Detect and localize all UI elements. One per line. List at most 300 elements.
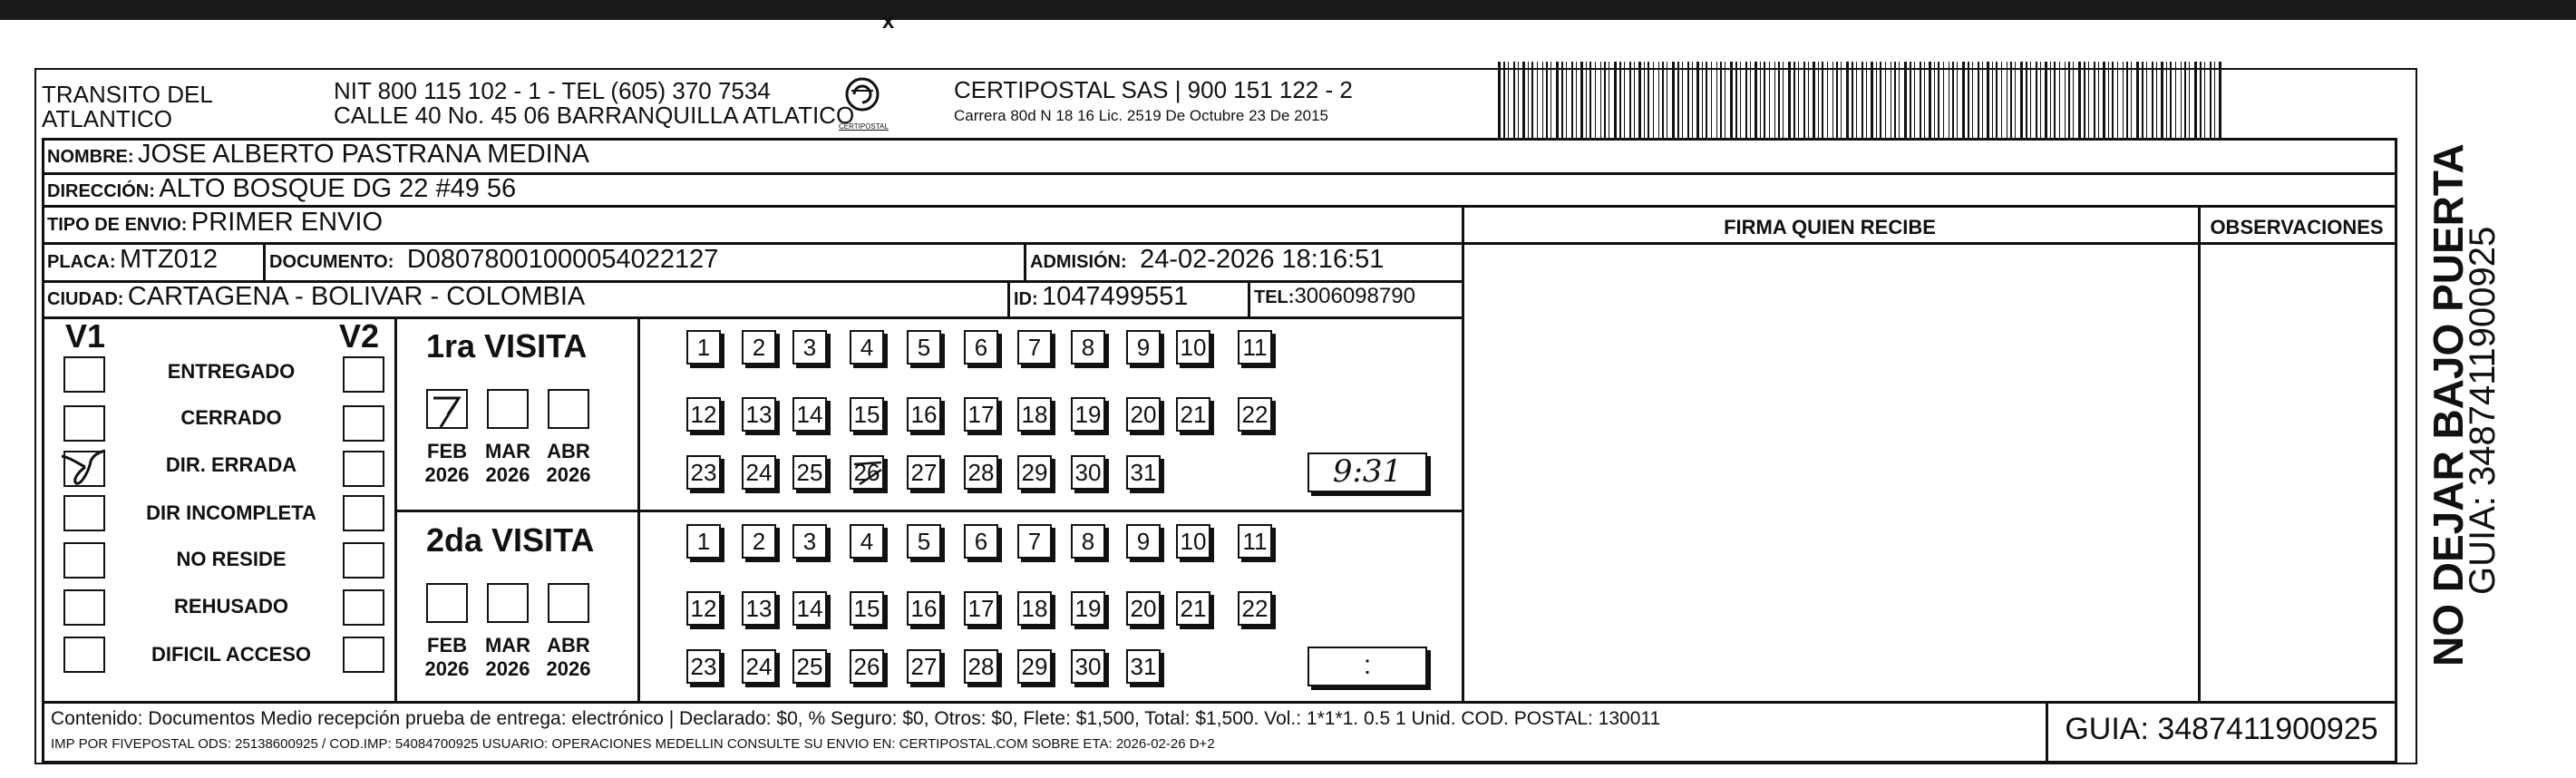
barcode-bar <box>1760 62 1761 138</box>
day-box[interactable]: 17 <box>964 591 998 626</box>
day-box[interactable]: 21 <box>1176 397 1210 432</box>
barcode-bar <box>1934 62 1935 138</box>
barcode-bar <box>2065 62 2066 138</box>
v1-checkbox[interactable] <box>63 451 105 487</box>
day-box[interactable]: 10 <box>1176 330 1210 365</box>
day-box[interactable]: 8 <box>1071 330 1105 365</box>
top-edge-line <box>0 0 2576 20</box>
day-box[interactable]: 9 <box>1126 524 1161 559</box>
day-box[interactable]: 28 <box>964 649 998 684</box>
sender-line-2: ATLANTICO <box>42 105 172 132</box>
carrier-name: CERTIPOSTAL SAS | 900 151 122 - 2 <box>954 76 1353 103</box>
day-box[interactable]: 23 <box>686 649 721 684</box>
observations-header: OBSERVACIONES <box>2210 216 2384 238</box>
day-box[interactable]: 4 <box>850 330 884 365</box>
barcode-bar <box>2026 62 2027 138</box>
day-box[interactable]: 16 <box>907 591 941 626</box>
plate-label: PLACA: <box>47 252 116 272</box>
barcode-bar <box>2131 62 2132 138</box>
day-box[interactable]: 12 <box>686 397 721 432</box>
day-box[interactable]: 23 <box>686 455 721 490</box>
day-box[interactable]: 22 <box>1238 397 1272 432</box>
day-box[interactable]: 16 <box>907 397 941 432</box>
send-type-value: PRIMER ENVIO <box>190 208 384 237</box>
day-box[interactable]: 6 <box>964 330 998 365</box>
barcode-bar <box>1910 62 1911 138</box>
barcode-bar <box>2088 62 2089 138</box>
barcode-bar <box>1774 62 1775 138</box>
day-box[interactable]: 5 <box>907 330 941 365</box>
day-box[interactable]: 22 <box>1238 591 1272 626</box>
barcode-bar <box>2036 62 2037 138</box>
v2-checkbox[interactable] <box>343 637 384 673</box>
day-box[interactable]: 11 <box>1238 330 1272 365</box>
day-box[interactable]: 29 <box>1017 455 1052 490</box>
barcode-bar <box>1531 62 1533 138</box>
day-box[interactable]: 5 <box>907 524 941 559</box>
barcode-bar <box>1862 62 1863 138</box>
month-name: ABR <box>547 440 590 462</box>
barcode-bar <box>1972 62 1973 138</box>
tel-field <box>1254 284 1415 309</box>
day-box[interactable]: 1 <box>686 330 721 365</box>
rule-id-left <box>1007 280 1010 316</box>
barcode-bar <box>2136 62 2139 138</box>
barcode-bar <box>2059 62 2060 138</box>
day-box[interactable]: 14 <box>792 397 827 432</box>
barcode-bar <box>1658 62 1659 138</box>
barcode-bar <box>1696 62 1699 138</box>
footer-guia: GUIA: 3487411900925 <box>2065 712 2378 746</box>
barcode-bar <box>1672 62 1675 138</box>
city-value: CARTAGENA - BOLIVAR - COLOMBIA <box>127 282 586 311</box>
barcode-bar <box>1542 62 1543 138</box>
barcode-bar <box>2001 62 2002 138</box>
barcode-bar <box>2166 62 2167 138</box>
barcode-bar <box>1885 62 1886 138</box>
barcode-bar <box>2010 62 2012 138</box>
barcode-bar <box>1586 62 1587 138</box>
day-box[interactable]: 21 <box>1176 591 1210 626</box>
v1-header: V1 <box>65 317 106 355</box>
barcode-bar <box>1513 62 1515 138</box>
day-box[interactable]: 3 <box>792 330 827 365</box>
small-mark: x <box>882 9 895 34</box>
address-field <box>47 174 516 204</box>
day-box[interactable]: 30 <box>1071 649 1105 684</box>
barcode-bar <box>1952 62 1954 138</box>
month-name: MAR <box>484 440 531 462</box>
barcode-bar <box>1634 62 1635 138</box>
barcode-bar <box>2204 62 2205 138</box>
status-label: NO RESIDE <box>176 548 287 570</box>
month-checkbox[interactable] <box>548 583 589 623</box>
barcode-bar <box>1556 62 1559 138</box>
barcode-bar <box>1798 62 1799 138</box>
barcode-bar <box>1508 62 1509 138</box>
barcode-bar <box>1580 62 1583 138</box>
v2-checkbox[interactable] <box>343 589 384 626</box>
barcode-bar <box>1876 62 1877 138</box>
day-box[interactable]: 19 <box>1071 591 1105 626</box>
barcode-bar <box>2175 62 2176 138</box>
barcode-bar <box>2030 62 2031 138</box>
v2-checkbox[interactable] <box>343 542 384 579</box>
barcode-bar <box>1968 62 1969 138</box>
barcode-bar <box>1720 62 1722 138</box>
barcode-bar <box>1987 62 1989 138</box>
barcode-bar <box>2112 62 2114 138</box>
month-name: ABR <box>547 634 590 656</box>
month-checkbox[interactable] <box>487 583 529 623</box>
barcode-bar <box>1962 62 1965 138</box>
send-type-field <box>47 208 383 238</box>
barcode-bar <box>2200 62 2202 138</box>
barcode-bar <box>1589 62 1591 138</box>
barcode-bar <box>2152 62 2153 138</box>
id-field <box>1014 282 1188 312</box>
city-field <box>47 282 585 312</box>
month-name: FEB <box>427 634 467 656</box>
barcode-bar <box>2073 62 2074 138</box>
day-box[interactable]: 8 <box>1071 524 1105 559</box>
barcode-bar <box>1546 62 1548 138</box>
logo-icon <box>839 76 886 123</box>
rule-bottom <box>42 761 2397 763</box>
barcode-bar <box>2123 62 2124 138</box>
barcode-bar <box>2189 62 2190 138</box>
v1-checkbox[interactable] <box>63 356 105 393</box>
day-box[interactable]: 9 <box>1126 330 1161 365</box>
name-field <box>47 140 589 170</box>
day-box[interactable]: 7 <box>1017 524 1052 559</box>
barcode-bar <box>1832 62 1833 138</box>
barcode-bar <box>1571 62 1573 138</box>
month-year: 2026 <box>424 657 470 680</box>
rule-visit-divider <box>394 510 1462 512</box>
day-box[interactable]: 27 <box>907 455 941 490</box>
day-box[interactable]: 2 <box>742 524 776 559</box>
day-box[interactable]: 30 <box>1071 455 1105 490</box>
visit-title: 1ra VISITA <box>426 327 588 365</box>
status-label: DIR INCOMPLETA <box>146 501 316 524</box>
barcode-bar <box>1595 62 1596 138</box>
status-label: DIR. ERRADA <box>165 453 297 476</box>
barcode-bar <box>1924 62 1925 138</box>
side-warning: NO DEJAR BAJO PUERTA <box>2425 143 2472 666</box>
barcode-bar <box>1778 62 1780 138</box>
barcode-bar <box>1604 62 1606 138</box>
barcode-bar <box>1803 62 1805 138</box>
day-box[interactable]: 11 <box>1238 524 1272 559</box>
day-box[interactable]: 31 <box>1126 649 1161 684</box>
day-box[interactable]: 27 <box>907 649 941 684</box>
day-box[interactable]: 25 <box>792 649 827 684</box>
day-box[interactable]: 12 <box>686 591 721 626</box>
day-box[interactable]: 26 <box>850 455 884 490</box>
barcode-bar <box>2194 62 2197 138</box>
barcode-bar <box>1783 62 1784 138</box>
v1-checkbox[interactable] <box>63 637 105 673</box>
v2-checkbox[interactable] <box>343 451 384 487</box>
barcode-bar <box>2078 62 2081 138</box>
admission-label: ADMISIÓN: <box>1030 252 1127 272</box>
barcode-bar <box>1561 62 1563 138</box>
barcode-bar <box>2146 62 2147 138</box>
month-label <box>537 440 600 487</box>
status-label: DIFICIL ACCESO <box>151 643 311 666</box>
barcode-bar <box>1904 62 1907 138</box>
barcode-bar <box>1755 62 1757 138</box>
barcode-bar <box>2084 62 2085 138</box>
day-box[interactable]: 10 <box>1176 524 1210 559</box>
status-label: REHUSADO <box>174 595 288 618</box>
barcode-bar <box>1880 62 1881 138</box>
barcode-bar <box>2181 62 2182 138</box>
barcode-bar <box>1624 62 1625 138</box>
barcode-bar <box>1638 62 1641 138</box>
address-value: ALTO BOSQUE DG 22 #49 56 <box>159 174 517 203</box>
barcode-bar <box>1938 62 1939 138</box>
barcode-bar <box>1808 62 1809 138</box>
barcode-bar <box>2184 62 2186 138</box>
barcode-bar <box>2142 62 2143 138</box>
barcode-bar <box>1914 62 1915 138</box>
handwritten-check-icon <box>428 391 470 431</box>
day-box[interactable]: 6 <box>964 524 998 559</box>
day-box[interactable]: 15 <box>850 591 884 626</box>
barcode-bar <box>1943 62 1944 138</box>
barcode-bar <box>1750 62 1751 138</box>
month-checkbox[interactable] <box>426 389 468 429</box>
v2-checkbox[interactable] <box>343 356 384 393</box>
barcode-bar <box>2020 62 2023 138</box>
barcode-bar <box>1730 62 1733 138</box>
barcode-bar <box>1996 62 1998 138</box>
signature-header: FIRMA QUIEN RECIBE <box>1724 216 1936 238</box>
barcode-bar <box>1929 62 1931 138</box>
barcode-bar <box>1677 62 1679 138</box>
day-box[interactable]: 3 <box>792 524 827 559</box>
v2-checkbox[interactable] <box>343 495 384 531</box>
barcode-bar <box>1537 62 1538 138</box>
day-box[interactable]: 18 <box>1017 397 1052 432</box>
send-type-label: TIPO DE ENVIO: <box>47 215 188 235</box>
barcode-bar <box>2040 62 2041 138</box>
barcode-bar <box>1899 62 1900 138</box>
day-box[interactable]: 13 <box>742 591 776 626</box>
barcode-bar <box>1841 62 1842 138</box>
sender-name <box>42 83 213 131</box>
month-checkbox[interactable] <box>487 389 529 429</box>
month-name: FEB <box>427 440 467 462</box>
sender-address: CALLE 40 No. 45 06 BARRANQUILLA ATLATICO <box>334 102 855 129</box>
barcode-bar <box>1682 62 1683 138</box>
v1-checkbox[interactable] <box>63 589 105 626</box>
document-label: DOCUMENTO: <box>269 252 394 272</box>
barcode-bar <box>1644 62 1645 138</box>
status-label: ENTREGADO <box>167 360 296 383</box>
barcode-bar <box>1662 62 1664 138</box>
v1-checkbox[interactable] <box>63 495 105 531</box>
barcode-bar <box>2126 62 2128 138</box>
observations-area[interactable] <box>2201 245 2393 698</box>
rule-left <box>42 138 44 763</box>
barcode-bar <box>1813 62 1815 138</box>
day-box[interactable]: 28 <box>964 455 998 490</box>
barcode-bar <box>2210 62 2211 138</box>
day-box[interactable]: 24 <box>742 455 776 490</box>
day-box[interactable]: 4 <box>850 524 884 559</box>
barcode-bar <box>1846 62 1849 138</box>
rule-city-bottom <box>42 316 1462 319</box>
barcode-bar <box>1769 62 1770 138</box>
admission-field <box>1030 245 1384 275</box>
day-box[interactable]: 20 <box>1126 591 1161 626</box>
barcode-bar <box>1576 62 1577 138</box>
sender-nit: NIT 800 115 102 - 1 - TEL (605) 370 7534 <box>334 77 771 104</box>
time-box[interactable]: : <box>1307 647 1427 686</box>
month-name: MAR <box>484 634 531 656</box>
barcode-bar <box>1856 62 1857 138</box>
barcode-bar <box>1788 62 1791 138</box>
barcode-bar <box>2045 62 2047 138</box>
month-checkbox[interactable] <box>548 389 589 429</box>
barcode-bar <box>1745 62 1747 138</box>
time-box[interactable]: 9:31 <box>1307 452 1427 492</box>
barcode-bar <box>1629 62 1631 138</box>
barcode-bar <box>1827 62 1828 138</box>
month-checkbox[interactable] <box>426 583 468 623</box>
barcode-bar <box>2103 62 2105 138</box>
barcode-bar <box>1550 62 1551 138</box>
barcode-bar <box>1866 62 1867 138</box>
barcode-bar <box>1653 62 1654 138</box>
barcode-bar <box>2214 62 2215 138</box>
status-label: CERRADO <box>180 406 282 429</box>
month-year: 2026 <box>485 463 530 486</box>
rule-tel-left <box>1248 280 1250 316</box>
document-field <box>269 245 718 275</box>
day-box[interactable]: 31 <box>1126 455 1161 490</box>
v2-header: V2 <box>339 317 380 355</box>
v1-checkbox[interactable] <box>63 542 105 579</box>
id-value: 1047499551 <box>1042 282 1189 311</box>
month-year: 2026 <box>485 657 530 680</box>
logo-text: CERTIPOSTAL <box>839 122 889 131</box>
barcode-bar <box>1992 62 1993 138</box>
barcode-bar <box>1894 62 1896 138</box>
barcode-bar <box>1566 62 1567 138</box>
day-box[interactable]: 20 <box>1126 397 1161 432</box>
v1-checkbox[interactable] <box>63 405 105 442</box>
rule-admission-left <box>1024 242 1026 280</box>
rule-type-top <box>42 205 2397 208</box>
barcode-bar <box>1706 62 1707 138</box>
city-label: CIUDAD: <box>47 289 124 309</box>
month-label <box>415 440 479 487</box>
day-box[interactable]: 18 <box>1017 591 1052 626</box>
barcode-bar <box>1687 62 1689 138</box>
day-box[interactable]: 14 <box>792 591 827 626</box>
barcode-bar <box>1614 62 1617 138</box>
barcode-bar <box>2098 62 2099 138</box>
barcode-bar <box>2161 62 2163 138</box>
barcode-bar <box>1957 62 1958 138</box>
month-label <box>415 634 479 681</box>
barcode-bar <box>1978 62 1979 138</box>
tel-label: TEL: <box>1254 287 1295 307</box>
day-box[interactable]: 17 <box>964 397 998 432</box>
day-box[interactable]: 15 <box>850 397 884 432</box>
v2-checkbox[interactable] <box>343 405 384 442</box>
barcode-bar <box>1716 62 1717 138</box>
day-box[interactable]: 13 <box>742 397 776 432</box>
barcode-bar <box>2117 62 2118 138</box>
barcode-bar <box>2170 62 2172 138</box>
footer-contents: Contenido: Documentos Medio recepción prueba de entrega: electrónico | Declarado: $0, % Seguro: $0, Otros: $0, Flete: $1,500, Total: $1,500. Vol.: 1*1*1. 0.5 1 Unid. COD. POSTAL: 130011 <box>51 708 1661 729</box>
barcode-bar <box>1764 62 1765 138</box>
barcode-bar <box>1702 62 1703 138</box>
barcode-bar <box>1920 62 1921 138</box>
certipostal-logo <box>839 76 889 131</box>
day-box[interactable]: 29 <box>1017 649 1052 684</box>
barcode-bar <box>1740 62 1741 138</box>
day-box[interactable]: 19 <box>1071 397 1105 432</box>
month-year: 2026 <box>546 657 591 680</box>
tel-value: 3006098790 <box>1294 284 1415 308</box>
visit-title: 2da VISITA <box>426 521 595 559</box>
day-box[interactable]: 1 <box>686 524 721 559</box>
day-box[interactable]: 26 <box>850 649 884 684</box>
barcode-bar <box>2050 62 2051 138</box>
document-value: D08078001000054022127 <box>406 245 719 274</box>
barcode <box>1498 62 2223 138</box>
barcode-bar <box>1735 62 1737 138</box>
id-label: ID: <box>1014 289 1038 309</box>
rule-doc-left <box>263 242 266 280</box>
plate-value: MTZ012 <box>120 245 218 274</box>
barcode-bar <box>1982 62 1983 138</box>
carrier-license: Carrera 80d N 18 16 Lic. 2519 De Octubre 23 De 2015 <box>954 107 1328 124</box>
day-box[interactable]: 7 <box>1017 330 1052 365</box>
barcode-bar <box>2068 62 2070 138</box>
barcode-bar <box>1648 62 1649 138</box>
signature-area[interactable] <box>1464 245 2195 698</box>
barcode-bar <box>1852 62 1853 138</box>
admission-value: 24-02-2026 18:16:51 <box>1140 245 1385 274</box>
footer-print-line: IMP POR FIVEPOSTAL ODS: 25138600925 / COD.IMP: 54084700925 USUARIO: OPERACIONES MEDELLIN CONSULTE SU ENVIO EN: CERTIPOSTAL.COM SOBRE ETA: 2026-02-26 D+2 <box>51 736 1215 752</box>
barcode-bar <box>2108 62 2109 138</box>
address-label: DIRECCIÓN: <box>47 181 155 201</box>
month-year: 2026 <box>424 463 470 486</box>
barcode-bar <box>1619 62 1621 138</box>
barcode-bar <box>1793 62 1795 138</box>
barcode-bar <box>1522 62 1525 138</box>
sender-info <box>334 79 854 128</box>
barcode-bar <box>1711 62 1712 138</box>
barcode-bar <box>2156 62 2157 138</box>
day-box[interactable]: 25 <box>792 455 827 490</box>
name-value: JOSE ALBERTO PASTRANA MEDINA <box>138 140 589 169</box>
barcode-bar <box>1692 62 1693 138</box>
strike-mark-icon <box>851 457 887 490</box>
day-box[interactable]: 24 <box>742 649 776 684</box>
month-label <box>476 440 540 487</box>
barcode-bar <box>1836 62 1838 138</box>
barcode-bar <box>1498 62 1501 138</box>
day-box[interactable]: 2 <box>742 330 776 365</box>
